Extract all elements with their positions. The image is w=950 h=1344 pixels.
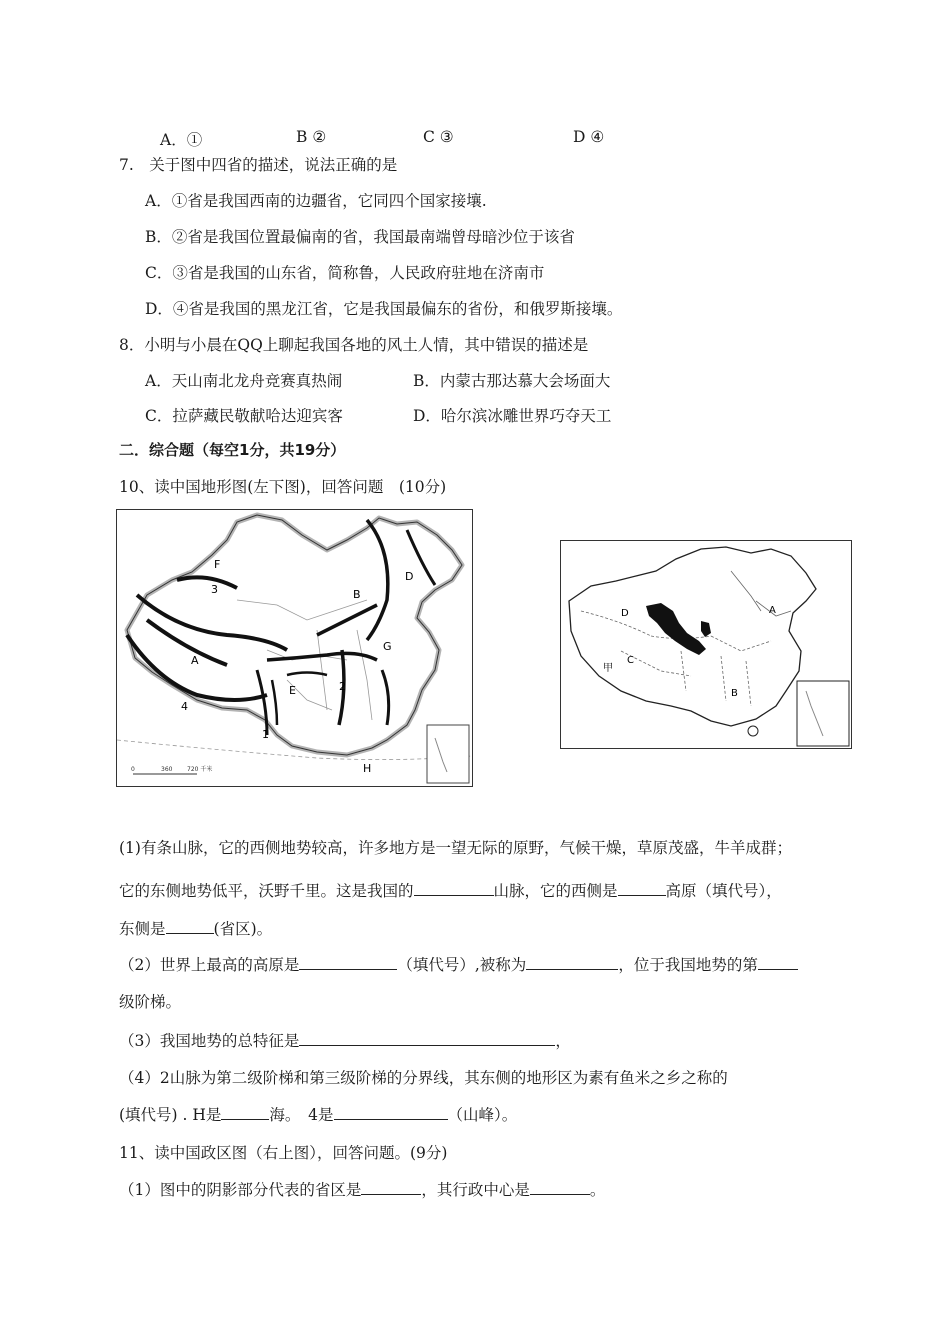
q10-p4-line2 — [119, 1103, 517, 1125]
q7-option-c: C．③省是我国的山东省，简称鲁，人民政府驻地在济南市 — [145, 264, 545, 282]
label-f: F — [214, 558, 221, 571]
q10-p4-line1: （4）2山脉为第二级阶梯和第三级阶梯的分界线，其东侧的地形区为素有鱼米之乡之称的 — [119, 1069, 728, 1087]
label-a: A — [191, 654, 199, 667]
q10-p4-text1: (填代号) . H是 — [119, 1106, 222, 1124]
q8-option-c: C．拉萨藏民敬献哈达迎宾客 — [145, 407, 343, 425]
terrain-map-svg — [117, 510, 472, 786]
q10-p1-blank-mountain[interactable] — [414, 881, 494, 896]
q10-p1-text1: 它的东侧地势低平，沃野千里。这是我国的 — [119, 882, 414, 900]
label-d: D — [405, 570, 414, 583]
q10-p2-blank-plateau[interactable] — [299, 955, 397, 970]
scale-360: 360 — [161, 766, 173, 773]
q10-p2-blank-nickname[interactable] — [526, 955, 618, 970]
q11-p1-blank-capital[interactable] — [530, 1180, 590, 1195]
q10-p3 — [119, 1029, 571, 1051]
q10-p1-line3 — [119, 917, 272, 939]
q8-stem: 8．小明与小晨在QQ上聊起我国各地的风土人情，其中错误的描述是 — [119, 336, 589, 354]
q8-option-a: A．天山南北龙舟竞赛真热闹 — [145, 372, 343, 390]
q10-p1-line2 — [119, 879, 782, 901]
label-4: 4 — [181, 700, 188, 713]
q11-stem: 11、读中国政区图（右上图），回答问题。(9分) — [119, 1144, 448, 1162]
q8-option-b: B．内蒙古那达慕大会场面大 — [413, 372, 611, 390]
q10-p1-text2: 山脉，它的西侧是 — [493, 882, 618, 900]
q10-p2-text1: （2）世界上最高的高原是 — [119, 956, 300, 974]
q11-p1-text3: 。 — [589, 1181, 606, 1199]
label-b: B — [353, 588, 361, 601]
q7-stem: 7. 关于图中四省的描述，说法正确的是 — [119, 156, 398, 174]
terrain-map — [116, 509, 473, 787]
label-h: H — [363, 762, 372, 775]
scale-720: 720 千米 — [187, 766, 213, 773]
q10-p4-blank-peak[interactable] — [334, 1105, 448, 1120]
label-1: 1 — [262, 728, 269, 741]
q7-option-d: D．④省是我国的黑龙江省，它是我国最偏东的省份，和俄罗斯接壤。 — [145, 300, 623, 318]
q10-p2-line2: 级阶梯。 — [119, 993, 182, 1011]
political-map-svg — [561, 541, 851, 748]
q10-p2-line1 — [119, 953, 798, 975]
q11-p1-text1: （1）图中的阴影部分代表的省区是 — [119, 1181, 362, 1199]
label-e: E — [289, 684, 296, 697]
scale-0: 0 — [131, 766, 135, 773]
q7-option-b: B．②省是我国位置最偏南的省，我国最南端曾母暗沙位于该省 — [145, 228, 575, 246]
q6-option-c: C ③ — [423, 128, 454, 146]
label-b: B — [731, 688, 738, 699]
q10-stem: 10、读中国地形图(左下图)，回答问题 (10分) — [119, 478, 447, 496]
label-3: 3 — [211, 583, 218, 596]
q10-p2-text2: （填代号）,被称为 — [397, 956, 527, 974]
q10-p4-text3: （山峰）。 — [447, 1106, 518, 1124]
political-map — [560, 540, 852, 749]
q10-p3-blank-feature[interactable] — [299, 1031, 555, 1046]
label-2: 2 — [339, 680, 346, 693]
q10-p4-blank-sea[interactable] — [221, 1105, 269, 1120]
label-jia: 甲 — [603, 663, 613, 674]
q10-p2-blank-step[interactable] — [758, 955, 798, 970]
q10-p1-text4: 东侧是 — [119, 920, 166, 938]
q10-p1-blank-province[interactable] — [166, 919, 214, 934]
q10-p2-text3: ，位于我国地势的第 — [618, 956, 758, 974]
label-d: D — [621, 608, 629, 619]
q11-p1-blank-province[interactable] — [361, 1180, 421, 1195]
q10-p1-blank-plateau[interactable] — [618, 881, 666, 896]
q8-option-d: D．哈尔滨冰雕世界巧夺天工 — [413, 407, 612, 425]
q10-p3-text1: （3）我国地势的总特征是 — [119, 1032, 300, 1050]
q6-option-d: D ④ — [573, 128, 605, 146]
label-a: A — [769, 605, 776, 616]
q6-option-a: A．① — [160, 131, 203, 149]
q10-p1-text3: 高原（填代号）， — [665, 882, 782, 900]
q10-p3-text2: ， — [555, 1032, 571, 1050]
label-c: C — [627, 655, 634, 666]
q6-option-b: B ② — [296, 128, 327, 146]
q7-option-a: A．①省是我国西南的边疆省，它同四个国家接壤. — [145, 192, 487, 210]
q10-p4-text2: 海。 4是 — [269, 1106, 334, 1124]
q11-p1 — [119, 1178, 605, 1200]
q10-p1-text5: (省区)。 — [213, 920, 273, 938]
q10-p1-line1: (1)有条山脉，它的西侧地势较高，许多地方是一望无际的原野，气候干燥，草原茂盛，牛羊成群； — [119, 839, 792, 857]
label-g: G — [383, 640, 392, 653]
q11-p1-text2: ，其行政中心是 — [421, 1181, 530, 1199]
section-title: 二．综合题（每空1分，共19分） — [119, 441, 346, 459]
